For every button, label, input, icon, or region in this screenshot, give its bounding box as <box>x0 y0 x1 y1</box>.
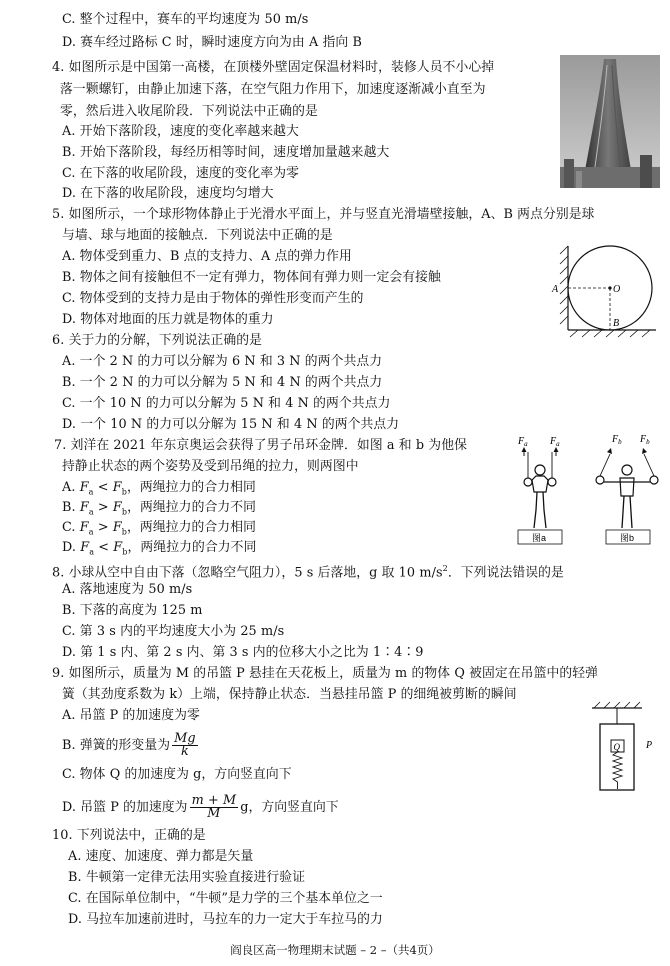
q6-option-b: B. 一个 2 N 的力可以分解为 5 N 和 4 N 的两个共点力 <box>62 375 383 390</box>
q5-option-b: B. 物体之间有接触但不一定有弹力，物体间有弹力则一定会有接触 <box>62 270 441 285</box>
q8-option-c: C. 第 3 s 内的平均速度大小为 25 m/s <box>62 624 285 639</box>
q4-option-b: B. 开始下落阶段，每经历相等时间，速度增加量越来越大 <box>62 145 390 160</box>
q9-stem-line2: 簧（其劲度系数为 k）上端，保持静止状态．当悬挂吊篮 P 的细绳被剪断的瞬间 <box>62 687 517 702</box>
page-footer: 阎良区高一物理期末试题 – 2 –（共4页） <box>230 943 440 957</box>
q10-option-a: A. 速度、加速度、弹力都是矢量 <box>68 849 254 864</box>
q9-stem-line1: 9. 如图所示，质量为 M 的吊篮 P 悬挂在天花板上，质量为 m 的物体 Q 被固定在吊篮中的轻弹 <box>52 666 599 681</box>
q6-option-d: D. 一个 10 N 的力可以分解为 15 N 和 4 N 的两个共点力 <box>62 417 400 432</box>
q3-option-c: C. 整个过程中，赛车的平均速度为 50 m/s <box>62 12 309 27</box>
q3-option-d: D. 赛车经过路标 C 时，瞬时速度方向为由 A 指向 B <box>62 35 362 50</box>
label-o: O <box>613 284 621 295</box>
q8-option-d: D. 第 1 s 内、第 2 s 内、第 3 s 内的位移大小之比为 1∶4∶9 <box>62 645 424 660</box>
fraction-mg-over-k: $\frac{Mg}{k}$ <box>174 731 196 759</box>
label-q: Q <box>613 742 620 752</box>
tower-photo <box>560 55 660 188</box>
q8-option-b: B. 下落的高度为 125 m <box>62 603 203 618</box>
q6-option-a: A. 一个 2 N 的力可以分解为 6 N 和 3 N 的两个共点力 <box>62 354 383 369</box>
q4-option-d: D. 在下落的收尾阶段，速度均匀增大 <box>62 186 274 201</box>
q4-stem-line3: 零，然后进入收尾阶段．下列说法中正确的是 <box>60 104 318 119</box>
q5-stem-line1: 5. 如图所示，一个球形物体静止于光滑水平面上，并与竖直光滑墙壁接触，A、B 两点分别是球 <box>52 207 595 222</box>
q6-option-c: C. 一个 10 N 的力可以分解为 5 N 和 4 N 的两个共点力 <box>62 396 391 411</box>
rings-gymnast-diagram <box>512 430 662 552</box>
label-fb-right: $F_b$ <box>640 434 650 446</box>
q5-option-d: D. 物体对地面的压力就是物体的重力 <box>62 312 274 327</box>
q7-option-b: B. $F_a > F_b$，两绳拉力的合力不同 <box>62 500 257 517</box>
q7-stem-line1: 7. 刘洋在 2021 年东京奥运会获得了男子吊环金牌．如图 a 和 b 为他保 <box>54 438 467 453</box>
q4-stem-line1: 4. 如图所示是中国第一高楼，在顶楼外壁固定保温材料时，装修人员不小心掉 <box>52 60 495 75</box>
q10-option-b: B. 牛顿第一定律无法用实验直接进行验证 <box>68 870 306 885</box>
q5-option-c: C. 物体受到的支持力是由于物体的弹性形变而产生的 <box>62 291 364 306</box>
basket-spring-diagram <box>580 700 662 808</box>
q5-stem-line2: 与墙、球与地面的接触点．下列说法中正确的是 <box>62 228 333 243</box>
q7-option-d: D. $F_a < F_b$，两绳拉力的合力不同 <box>62 540 257 557</box>
q7-option-c: C. $F_a > F_b$，两绳拉力的合力相同 <box>62 520 256 537</box>
q4-stem-line2: 落一颗螺钉，由静止加速下落，在空气阻力作用下，加速度逐渐减小直至为 <box>60 82 486 97</box>
q9-option-c: C. 物体 Q 的加速度为 g，方向竖直向下 <box>62 767 292 782</box>
q9-option-b: B. 弹簧的形变量为 $\frac{Mg}{k}$ <box>62 731 196 759</box>
caption-figure-a: 图a <box>532 533 547 543</box>
q7-stem-line2: 持静止状态的两个姿势及受到吊绳的拉力，则两图中 <box>62 459 359 474</box>
label-fb-left: $F_b$ <box>612 434 622 446</box>
label-fa-left: $F_a$ <box>518 436 528 448</box>
q9-option-a: A. 吊篮 P 的加速度为零 <box>62 708 200 723</box>
q4-option-a: A. 开始下落阶段，速度的变化率越来越大 <box>62 124 299 139</box>
q7-option-a: A. $F_a < F_b$，两绳拉力的合力相同 <box>62 480 256 497</box>
label-b: B <box>613 318 620 329</box>
q10-stem: 10. 下列说法中，正确的是 <box>52 828 206 843</box>
q4-option-c: C. 在下落的收尾阶段，速度的变化率为零 <box>62 166 300 181</box>
q8-stem: 8. 小球从空中自由下落（忽略空气阻力），5 s 后落地，g 取 10 $m/s^2$．下列说法错误的是 <box>52 564 564 581</box>
ball-wall-diagram <box>548 240 660 338</box>
label-p: P <box>646 740 653 751</box>
q5-option-a: A. 物体受到重力、B 点的支持力、A 点的弹力作用 <box>62 249 352 264</box>
q6-stem: 6. 关于力的分解，下列说法正确的是 <box>52 333 263 348</box>
q10-option-c: C. 在国际单位制中，“牛顿”是力学的三个基本单位之一 <box>68 891 383 906</box>
label-fa-right: $F_a$ <box>550 436 560 448</box>
fraction-m-plus-M-over-M: $\frac{m + M}{M}$ <box>191 793 237 821</box>
q9-option-d: D. 吊篮 P 的加速度为 $\frac{m + M}{M}$ g，方向竖直向下 <box>62 793 339 821</box>
q10-option-d: D. 马拉车加速前进时，马拉车的力一定大于车拉马的力 <box>68 912 383 927</box>
caption-figure-b: 图b <box>620 533 635 543</box>
q8-option-a: A. 落地速度为 50 m/s <box>62 582 193 597</box>
label-a: A <box>552 284 559 295</box>
